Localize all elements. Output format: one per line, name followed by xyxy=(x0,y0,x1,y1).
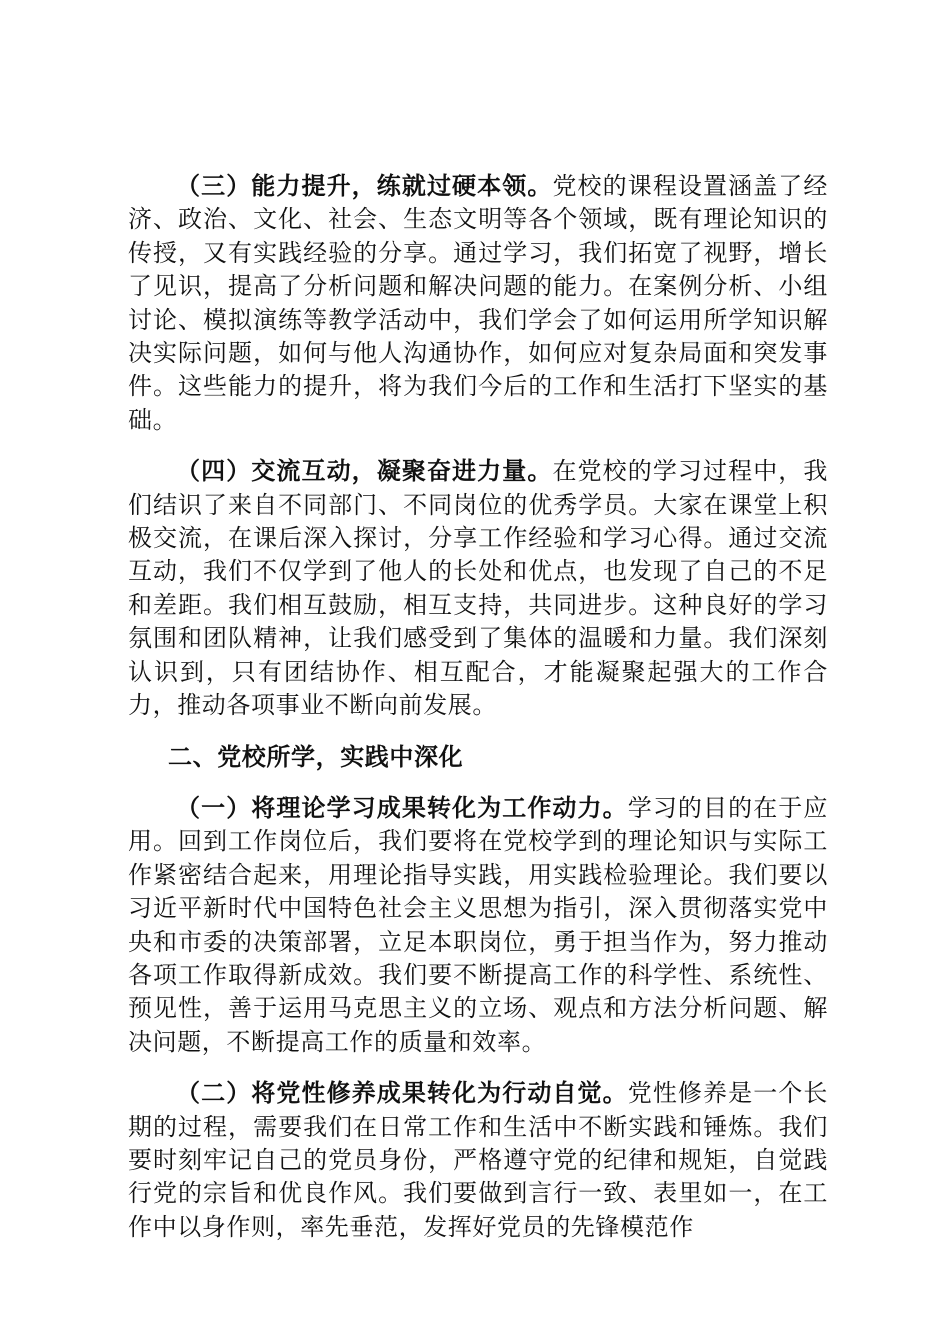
paragraph-lead: （三）能力提升，练就过硬本领。 xyxy=(176,172,553,200)
paragraph-lead: （二）将党性修养成果转化为行动自觉。 xyxy=(176,1079,628,1108)
paragraph-text: 在党校的学习过程中，我们结识了来自不同部门、不同岗位的优秀学员。大家在课堂上积极交流，在课后深入探讨，分享工作经验和学习心得。通过交流互动，我们不仅学到了他人的长处和优点，也发现了自己的不足和差距。我们相互鼓励，相互支持，共同进步。这种良好的学习氛围和团队精神，让我们感受到了集体的温暖和力量。我们深刻认识到，只有团结协作、相互配合，才能凝聚起强大的工作合力，推动各项事业不断向前发展。 xyxy=(128,457,828,720)
document-body xyxy=(128,170,828,1262)
paragraph-text: 党校的课程设置涵盖了经济、政治、文化、社会、生态文明等各个领域，既有理论知识的传授，又有实践经验的分享。通过学习，我们拓宽了视野，增长了见识，提高了分析问题和解决问题的能力。在案例分析、小组讨论、模拟演练等教学活动中，我们学会了如何运用所学知识解决实际问题，如何与他人沟通协作，如何应对复杂局面和突发事件。这些能力的提升，将为我们今后的工作和生活打下坚实的基础。 xyxy=(128,172,828,434)
paragraph-ability-improvement xyxy=(128,170,828,437)
paragraph-text: 学习的目的在于应用。回到工作岗位后，我们要将在党校学到的理论知识与实际工作紧密结合起来，用理论指导实践，用实践检验理论。我们要以习近平新时代中国特色社会主义思想为指引，深入贯彻落实党中央和市委的决策部署，立足本职岗位，勇于担当作为，努力推动各项工作取得新成效。我们要不断提高工作的科学性、系统性、预见性，善于运用马克思主义的立场、观点和方法分析问题、解决问题，不断提高工作的质量和效率。 xyxy=(128,793,828,1056)
paragraph-exchange-interaction xyxy=(128,455,828,722)
paragraph-party-spirit-to-action xyxy=(128,1077,828,1244)
section-heading: 二、党校所学，实践中深化 xyxy=(168,742,464,771)
paragraph-lead: （一）将理论学习成果转化为工作动力。 xyxy=(176,793,628,822)
paragraph-lead: （四）交流互动，凝聚奋进力量。 xyxy=(176,457,553,486)
paragraph-text: 党性修养是一个长期的过程，需要我们在日常工作和生活中不断实践和锤炼。我们要时刻牢记自己的党员身份，严格遵守党的纪律和规矩，自觉践行党的宗旨和优良作风。我们要做到言行一致、表里如一，在工作中以身作则，率先垂范，发挥好党员的先锋模范作 xyxy=(128,1079,828,1241)
paragraph-theory-to-motivation xyxy=(128,792,828,1059)
